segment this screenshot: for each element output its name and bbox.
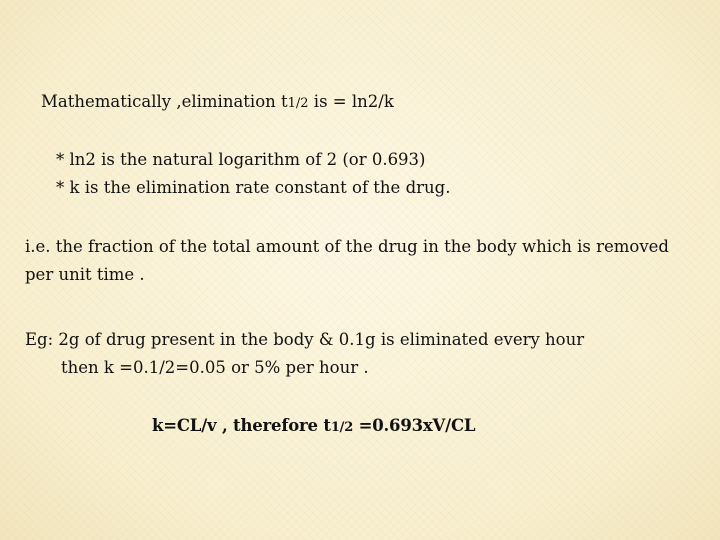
conclusion-formula bbox=[152, 416, 475, 438]
example-line-2: then k =0.1/2=0.05 or 5% per hour . bbox=[61, 358, 369, 377]
definition-line-1: i.e. the fraction of the total amount of the drug in the body which is removed bbox=[25, 237, 669, 256]
formula-result: is = ln2/k bbox=[308, 92, 394, 111]
example-line-1: Eg: 2g of drug present in the body & 0.1g is eliminated every hour bbox=[25, 330, 585, 349]
conclusion-result: =0.693xV/CL bbox=[353, 416, 476, 435]
bullet-ln2: * ln2 is the natural logarithm of 2 (or 0.693) bbox=[56, 150, 426, 169]
conclusion-text: k=CL/v , therefore t bbox=[152, 416, 331, 435]
definition-line-2: per unit time . bbox=[25, 265, 145, 284]
formula-subscript: 1/2 bbox=[287, 96, 309, 111]
half-life-formula bbox=[41, 92, 394, 114]
formula-text: Mathematically ,elimination t bbox=[41, 92, 288, 111]
conclusion-subscript: 1/2 bbox=[330, 420, 354, 435]
bullet-k: * k is the elimination rate constant of the drug. bbox=[56, 178, 451, 197]
